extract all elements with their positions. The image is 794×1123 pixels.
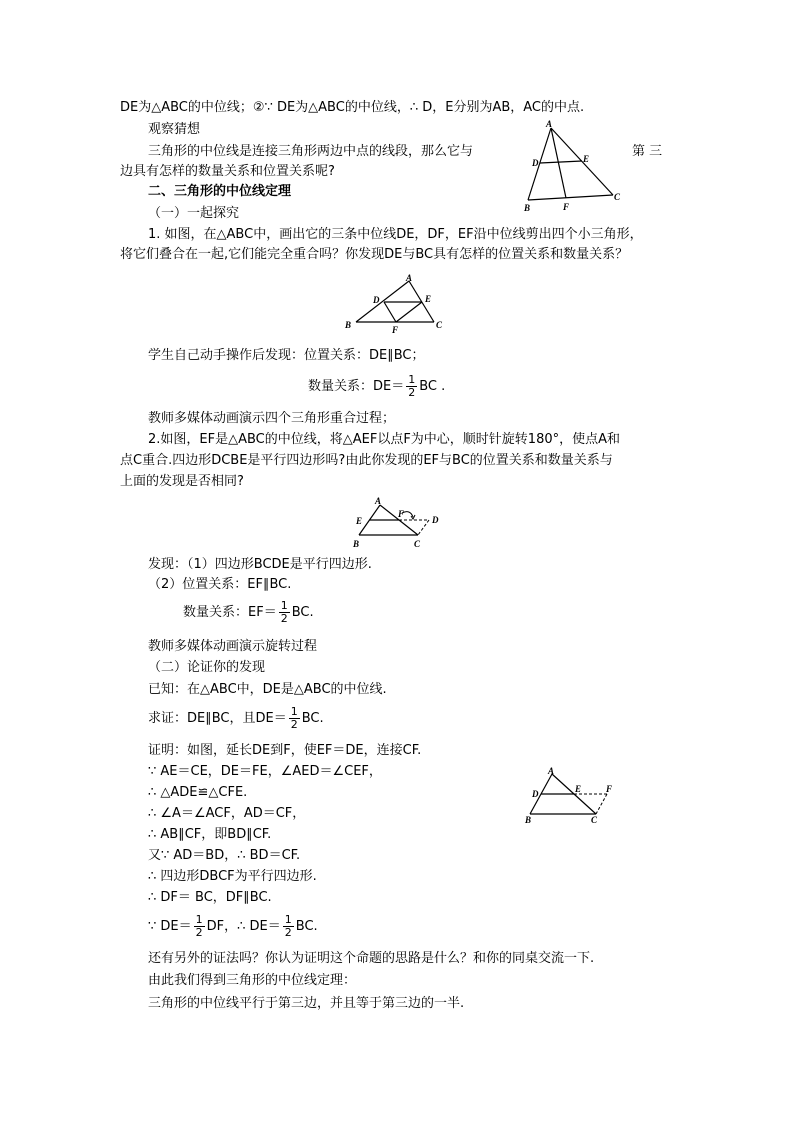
formula-text: BC. [295,919,318,934]
text-line: ∴ ∠A＝∠ACF，AD＝CF， [148,806,306,821]
formula-text: DF，∴ DE＝ [206,919,281,934]
label-E: E [575,784,582,794]
label-D: D [532,158,539,168]
text-line: 学生自己动手操作后发现：位置关系：DE∥BC； [148,348,425,363]
text-line: 又∵ AD＝BD，∴ BD＝CF. [148,848,301,863]
text-line: DE为△ABC的中位线；②∵ DE为△ABC的中位线，∴ D，E分别为AB，AC的中点. [120,100,585,115]
text-line: ∴ 四边形DBCF为平行四边形. [148,869,317,884]
label-A: A [548,766,555,776]
text-line: 已知：在△ABC中，DE是△ABC的中位线. [148,682,387,697]
label-B: B [353,539,360,549]
text-line: ∴ AB∥CF，即BD∥CF. [148,827,272,842]
fraction-one-half: $\frac{1}{2}$ [284,913,292,939]
label-C: C [414,539,421,549]
label-D: D [373,295,380,305]
fraction-one-half: $\frac{1}{2}$ [195,913,203,939]
label-A: A [406,273,413,283]
text-line: 点C重合.四边形DCBE是平行四边形吗?由此你发现的EF与BC的位置关系和数量关系与 [120,453,613,468]
formula-text: 数量关系：EF＝ [183,605,277,620]
label-A: A [375,496,382,506]
formula-text: BC. [301,711,324,726]
text-line: 2.如图，EF是△ABC的中位线，将△AEF以点F为中心，顺时针旋转180°，使点A和 [148,432,621,447]
formula-text: BC. [291,605,314,620]
text-line: 三角形的中位线是连接三角形两边中点的线段，那么它与 [148,144,474,159]
fraction-one-half: $\frac{1}{2}$ [280,599,288,625]
label-D: D [532,789,539,799]
text-line: （2）位置关系：EF∥BC. [148,577,292,592]
text-line: 边具有怎样的数量关系和位置关系呢? [120,164,335,179]
fraction-one-half: $\frac{1}{2}$ [408,373,416,399]
text-line: 教师多媒体动画演示旋转过程 [148,639,318,654]
label-E: E [356,516,363,526]
label-B: B [524,203,531,213]
text-line: ∴ △ADE≌△CFE. [148,785,248,800]
subsection-heading: （二）论证你的发现 [148,660,266,675]
label-E: E [583,154,590,164]
formula-text: BC . [419,379,446,394]
text-line: 将它们叠合在一起,它们能完全重合吗？你发现DE与BC具有怎样的位置关系和数量关系？ [120,247,629,262]
triangle-figure-2 [342,272,452,338]
text-line: ∴ DF＝ BC，DF∥BC. [148,890,272,905]
label-F: F [606,784,613,794]
text-line: 第 三 [632,144,663,159]
rotation-figure [350,495,450,553]
text-line: 观察猜想 [148,122,201,137]
label-C: C [591,815,598,825]
section-heading: 二、三角形的中位线定理 [148,184,292,199]
formula-line [148,914,318,939]
label-B: B [525,815,532,825]
formula-line [308,374,445,399]
label-A: A [546,119,553,129]
subsection-heading: （一）一起探究 [148,206,240,221]
formula-text: 数量关系：DE＝ [308,379,405,394]
text-line: 1. 如图，在△ABC中，画出它的三条中位线DE，DF，EF沿中位线剪出四个小三角形， [148,227,643,242]
label-B: B [345,320,352,330]
label-F: F [392,325,399,335]
text-line: 教师多媒体动画演示四个三角形重合过程； [148,411,396,426]
proof-figure [520,765,625,827]
text-line: 证明：如图，延长DE到F，使EF＝DE，连接CF. [148,743,422,758]
label-F: F [398,509,405,519]
text-line: 由此我们得到三角形的中位线定理： [148,973,357,988]
label-D: D [432,515,439,525]
formula-text: ∵ DE＝ [148,919,192,934]
formula-line [148,706,324,731]
label-E: E [425,294,432,304]
text-line: 发现：（1）四边形BCDE是平行四边形. [148,557,372,572]
text-line: 上面的发现是否相同? [120,474,244,489]
fraction-one-half: $\frac{1}{2}$ [290,705,298,731]
theorem-statement: 三角形的中位线平行于第三边，并且等于第三边的一半. [148,996,465,1011]
label-C: C [436,320,443,330]
label-F: F [563,202,570,212]
label-C: C [614,192,621,202]
text-line: 还有另外的证法吗？你认为证明这个命题的思路是什么？和你的同桌交流一下. [148,951,595,966]
formula-line [183,600,314,625]
text-line: ∵ AE＝CE，DE＝FE，∠AED＝∠CEF， [148,764,382,779]
triangle-figure-1 [515,118,625,213]
formula-text: 求证：DE∥BC，且DE＝ [148,711,287,726]
